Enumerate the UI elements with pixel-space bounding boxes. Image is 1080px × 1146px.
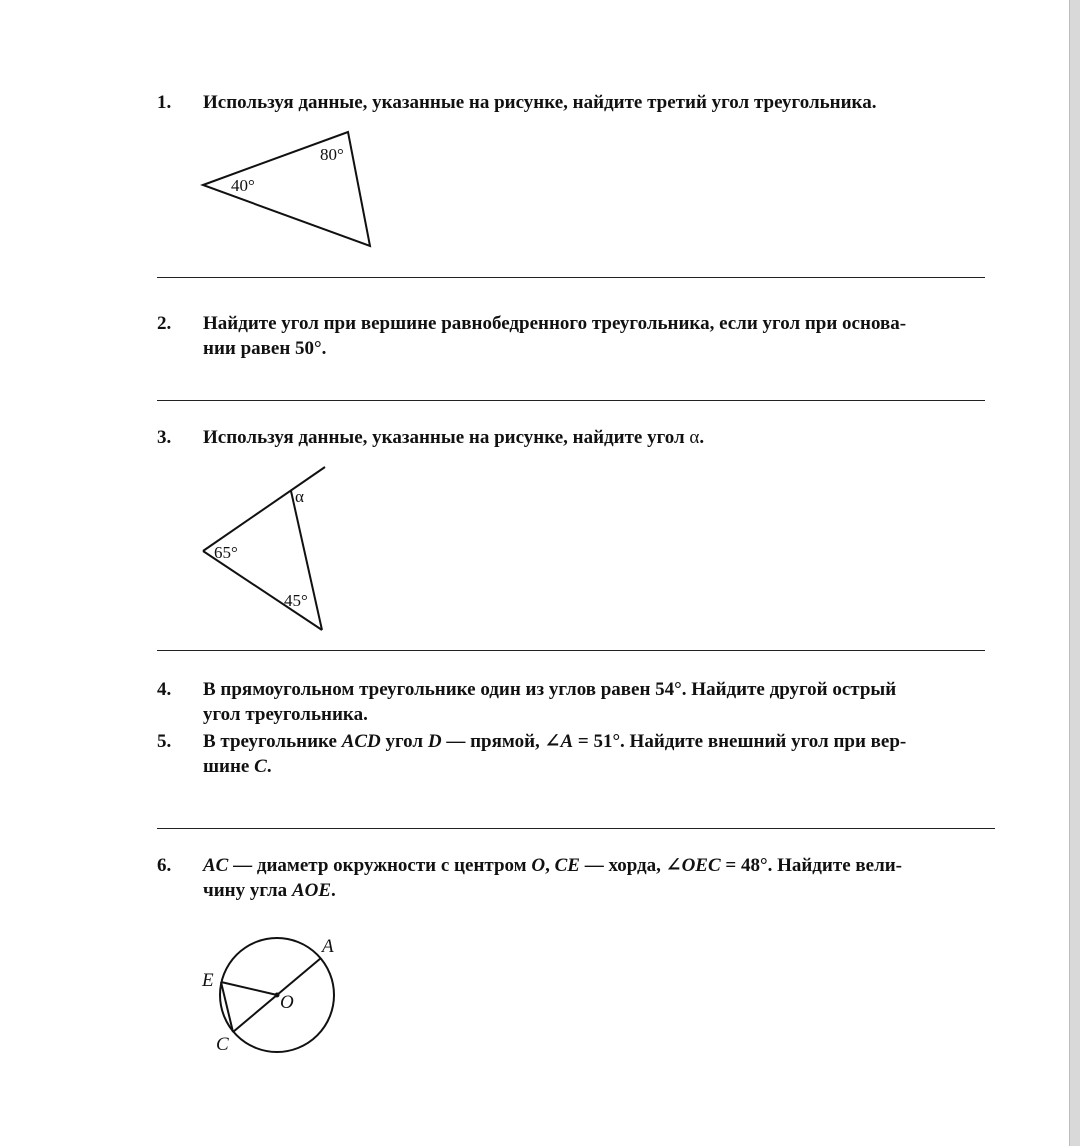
problem-2-number: 2. [157,313,172,334]
problem-6-number: 6. [157,855,172,876]
problem-3-number: 3. [157,427,172,448]
problem-1-number: 1. [157,92,172,113]
problem-6-text-line1: AC — диаметр окружности с центром O, CE — хорда, ∠OEC = 48°. Найдите вели- [203,855,903,876]
center-point-o [275,993,280,998]
label-a: A [322,936,334,957]
radius-oe [221,982,277,995]
problem-3-text-main: Используя данные, указанные на рисунке, найдите угол [203,427,690,448]
triangle-1-angle-top: 80° [320,145,344,164]
problem-5-text-line2: шине C. [203,756,272,777]
triangle-3-angle-bottom: 45° [284,591,308,610]
label-e: E [202,970,214,991]
problem-2-text-line2: нии равен 50°. [203,338,327,359]
problem-4-text-line1: В прямоугольном треугольнике один из углов равен 54°. Найдите другой острый [203,679,897,700]
label-o: O [280,992,294,1013]
problem-3-alpha-symbol: α [689,427,700,448]
problem-4-number: 4. [157,679,172,700]
problem-1-text: Используя данные, указанные на рисунке, найдите третий угол треугольника. [203,92,877,113]
triangle-3-angle-left: 65° [214,543,238,562]
problem-4-text-line2: угол треугольника. [203,704,368,725]
problem-5-number: 5. [157,731,172,752]
problem-6-text-line2: чину угла AOE. [203,880,336,901]
problem-2-text-line1: Найдите угол при вершине равнобедренного треугольника, если угол при основа- [203,313,907,334]
problem-5-text-line1: В треугольнике ACD угол D — прямой, ∠A = 51°. Найдите внешний угол при вер- [203,731,907,752]
chord-ce [221,982,233,1032]
triangle-3-angle-alpha: α [295,487,304,506]
problem-3-text-end: . [699,427,705,448]
triangle-1-angle-left: 40° [231,176,255,195]
label-c: C [216,1034,229,1055]
